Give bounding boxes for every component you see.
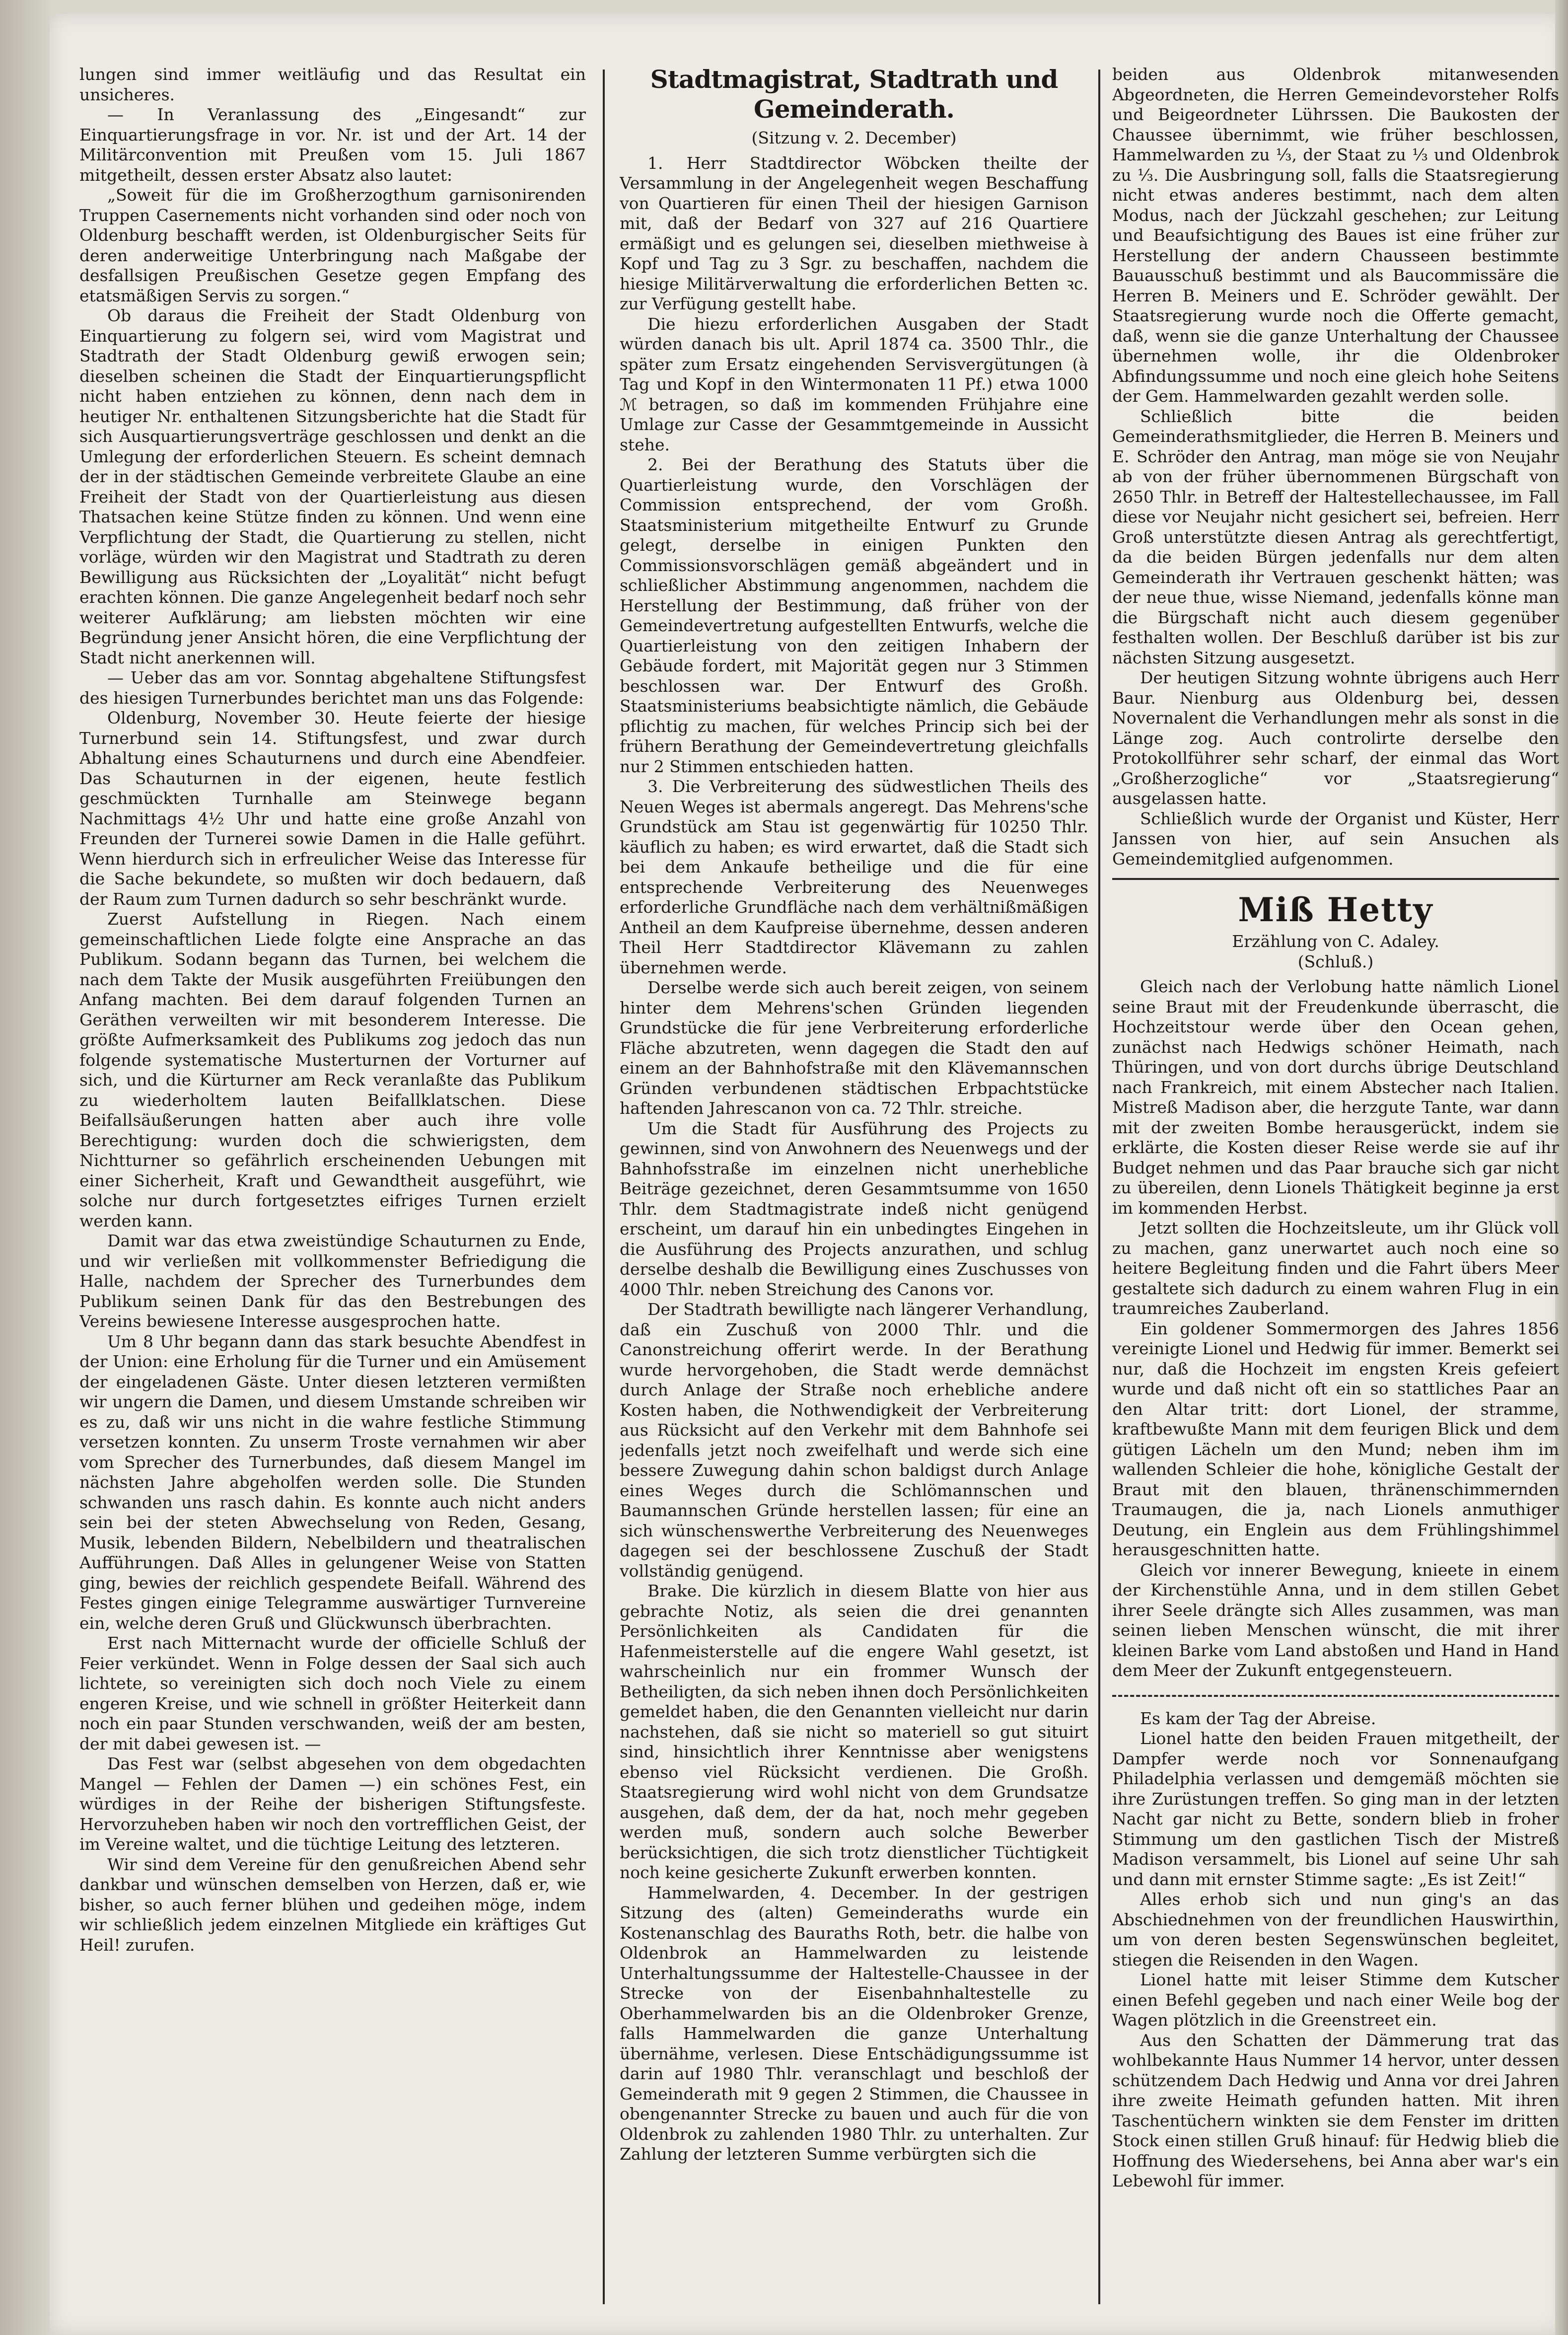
story-paragraph: Lionel hatte den beiden Frauen mitgetheilt, der Dampfer werde noch vor Sonnenaufgang Philadelphia verlassen und demgemäß möchten sie ihre Zurüstungen treffen. So ging man in der letzten Nacht gar nicht zu Bette, sondern blieb in froher Stimmung um den gastlichen Tisch der Mistreß Madison versammelt, bis Lionel auf seine Uhr sah und dann mit ernster Stimme sagte: „Es ist Zeit!“ — [1112, 1729, 1559, 1889]
col1-paragraph: Wir sind dem Vereine für den genußreichen Abend sehr dankbar und wünschen demselben von Herzen, daß er, wie bisher, so auch ferner blühen und gedeihen möge, indem wir schließlich jedem einzelnen Mitgliede ein kräftiges Gut Heil! zurufen. — [79, 1854, 586, 1955]
col2-paragraph-hammelwarden: Hammelwarden, 4. December. In der gestrigen Sitzung des (alten) Gemeinderaths wurde ein Kostenanschlag des Bauraths Roth, betr. die halbe von Oldenbrok an Hammelwarden zu leistende Unterhaltungssumme der Haltestelle-Chaussee in der Strecke von der Eisenbahnhaltestelle zu Oberhammelwarden bis an die Oldenbroker Grenze, falls Hammelwarden die ganze Unterhaltung übernähme, verlesen. Diese Entschädigungssumme ist darin auf 1980 Thlr. veranschlagt und beschloß der Gemeinderath mit 9 gegen 2 Stimmen, die Chaussee in obengenannter Strecke zu bauen und auch für die von Oldenbrok zu zahlenden 1980 Thlr. zu unterhalten. Zur Zahlung der letzteren Summe verbürgten sich die — [620, 1883, 1088, 2164]
col1-paragraph: Damit war das etwa zweistündige Schauturnen zu Ende, und wir verließen mit vollkommenster Befriedigung die Halle, nachdem der Sprecher des Turnerbundes dem Publikum seinen Dank für das den Bestrebungen des Vereins bewiesene Interesse ausgesprochen hatte. — [79, 1231, 586, 1331]
col3-paragraph: Schließlich wurde der Organist und Küster, Herr Janssen von hier, auf sein Ansuchen als Gemeindemitglied aufgenommen. — [1112, 808, 1559, 869]
col3-paragraph: Der heutigen Sitzung wohnte übrigens auch Herr Baur. Nienburg aus Oldenburg bei, dessen Novernalent die Verhandlungen mehr als sonst in die Länge zog. Auch controlirte derselbe den Protokollführer sehr scharf, der einmal das Wort „Großherzogliche“ vor „Staatsregierung“ ausgelassen hatte. — [1112, 668, 1559, 808]
dashed-divider — [1112, 1695, 1559, 1697]
column-middle — [620, 65, 1088, 2309]
story-paragraph: Lionel hatte mit leiser Stimme dem Kutscher einen Befehl gegeben und nach einer Weile bog der Wagen plötzlich in die Greenstreet ein. — [1112, 1970, 1559, 2030]
col1-paragraph: Oldenburg, November 30. Heute feierte der hiesige Turnerbund sein 14. Stiftungsfest, und zwar durch Abhaltung eines Schauturnens und durch eine Abendfeier. Das Schauturnen in der eigenen, heute festlich geschmückten Turnhalle am Steinwege begann Nachmittags 4½ Uhr und hatte eine große Anzahl von Freunden der Turnerei sowie Damen in die Halle geführt. Wenn hierdurch sich in erfreulicher Weise das Interesse für die Sache bekundete, so mußten wir doch bedauern, daß der Raum zum Turnen dadurch so sehr beschränkt wurde. — [79, 708, 586, 909]
story-title: Miß Hetty — [1238, 890, 1433, 929]
col1-paragraph: Ob daraus die Freiheit der Stadt Oldenburg von Einquartierung zu folgern sei, wird vom Magistrat und Stadtrath der Stadt Oldenburg gewiß erwogen sein; dieselben scheinen die Stadt der Einquartierungspflicht nicht haben entziehen zu können, denn nach dem in heutiger Nr. enthaltenen Sitzungsberichte hat die Stadt für sich Ausquartierungsverträge geschlossen und denkt an die Umlegung der erforderlichen Steuern. Es scheint demnach der in der städtischen Gemeinde verbreitete Glaube an eine Freiheit der Stadt von der Quartierleistung aus diesen Thatsachen keine Stütze finden zu können. Und wenn eine Verpflichtung der Stadt, die Quartierung zu stellen, nicht vorläge, würden wir den Magistrat und Stadtrath zu deren Bewilligung aus Rücksichten der „Loyalität“ nicht befugt erachten können. Die ganze Angelegenheit bedarf noch sehr weiterer Aufklärung; am liebsten möchten wir eine Begründung jener Ansicht hören, die eine Verpflichtung der Stadt nicht anerkennen will. — [79, 306, 586, 667]
session-date: (Sitzung v. 2. December) — [751, 128, 957, 147]
col3-paragraph: Schließlich bitte die beiden Gemeinderathsmitglieder, die Herren B. Meiners und E. Schröder den Antrag, man möge sie von Neujahr ab von der früher übernommenen Bürgschaft von 2650 Thlr. in Betreff der Haltestellechaussee, im Fall diese vor Neujahr nicht gesichert sei, befreien. Herr Groß unterstützte diesen Antrag als gerechtfertigt, da die beiden Bürgen jedenfalls nur dem alten Gemeinderath ihr Vertrauen geschenkt hätten; was der neue thue, wisse Niemand, jedenfalls könne man die Bürgschaft nicht auch diesem gegenüber festhalten wollen. Der Beschluß darüber ist bis zur nächsten Sitzung ausgesetzt. — [1112, 406, 1559, 667]
story-paragraph: Gleich nach der Verlobung hatte nämlich Lionel seine Braut mit der Freudenkunde überrascht, die Hochzeitstour werde über den Ocean gehen, zunächst nach Hedwigs schöner Heimath, nach Thüringen, und von dort durchs übrige Deutschland nach Frankreich, mit einem Abstecher nach Italien. Mistreß Madison aber, die herzgute Tante, war dann mit der zweiten Bombe herausgerückt, indem sie erklärte, die Kosten dieser Reise werde sie auf ihr Budget nehmen und das Paar brauche sich gar nicht zu übereilen, denn Lionels Thätigkeit beginne ja erst im kommenden Herbst. — [1112, 977, 1559, 1218]
col1-paragraph: Erst nach Mitternacht wurde der officielle Schluß der Feier verkündet. Wenn in Folge dessen der Saal sich auch lichtete, so vereinigten sich doch noch Viele zu einem engeren Kreise, und wie schnell in größter Heiterkeit dann noch ein paar Stunden verschwanden, weiß der am besten, der mit dabei gewesen ist. — — [79, 1633, 586, 1753]
story-part: (Schluß.) — [1297, 951, 1374, 971]
section-divider — [1112, 878, 1559, 880]
col1-paragraph: — Ueber das am vor. Sonntag abgehaltene Stiftungsfest des hiesigen Turnerbundes berichtet man uns das Folgende: — [79, 668, 586, 708]
story-paragraph: Ein goldener Sommermorgen des Jahres 1856 vereinigte Lionel und Hedwig für immer. Bemerkt sei nur, daß die Hochzeit im engsten Kreis gefeiert wurde und daß nicht oft ein so stattliches Paar an den Altar tritt: dort Lionel, der stramme, kraftbewußte Mann mit dem feurigen Blick und dem gütigen Lächeln um den Mund; neben ihm im wallenden Schleier die hohe, königliche Gestalt der Braut mit den blauen, thränenschimmernden Traumaugen, die ja, nach Lionels anmuthiger Deutung, ein Englein aus dem Frühlingshimmel herausgeschnitten hatte. — [1112, 1318, 1559, 1559]
story-paragraph: Gleich vor innerer Bewegung, knieete in einem der Kirchenstühle Anna, und in dem stillen Gebet ihrer Seele drängte sich Alles zusammen, was man seinen lieben Menschen wünscht, die mit ihrer kleinen Barke vom Land abstoßen und Hand in Hand dem Meer der Zukunft entgegensteuern. — [1112, 1560, 1559, 1680]
col2-paragraph: Die hiezu erforderlichen Ausgaben der Stadt würden danach bis ult. April 1874 ca. 3500 Thlr., die später zum Ersatz eingehenden Servisvergütungen (à Tag und Kopf in den Wintermonaten 11 Pf.) etwa 1000 ℳ betragen, so daß im kommenden Frühjahre eine Umlage zur Casse der Gesammtgemeinde in Aussicht stehe. — [620, 314, 1088, 454]
col2-paragraph: 1. Herr Stadtdirector Wöbcken theilte der Versammlung in der Angelegenheit wegen Beschaffung von Quartieren für einen Theil der hiesigen Garnison mit, daß der Bedarf von 327 auf 216 Quartiere ermäßigt und es gelungen sei, dieselben miethweise à Kopf und Tag zu 3 Sgr. zu beschaffen, nachdem die hiesige Militärverwaltung die erforderlichen Betten ꝛc. zur Verfügung gestellt habe. — [620, 153, 1088, 313]
col3-paragraph: beiden aus Oldenbrok mitanwesenden Abgeordneten, die Herren Gemeindevorsteher Rolfs und Beigeordneter Lührssen. Die Baukosten der Chaussee übernimmt, wie früher beschlossen, Hammelwarden zu ⅓, der Staat zu ⅓ und Oldenbrok zu ⅓. Die Ausbringung soll, falls die Staatsregierung nicht etwas anderes bestimmt, nach dem alten Modus, nach der Jückzahl geschehen; zur Leitung und Beaufsichtigung des Baues ist eine früher zur Herstellung der andern Chausseen bestimmte Bauausschuß bestimmt und als Baucommissäre die Herren B. Meiners und E. Schröder gewählt. Der Staatsregierung wurde noch die Offerte gemacht, daß, wenn sie die ganze Unterhaltung der Chaussee übernehmen wolle, ihr die Oldenbroker Abfindungssumme und noch eine gleich hohe Seitens der Gem. Hammelwarden gezahlt werden solle. — [1112, 65, 1559, 406]
column-left — [79, 65, 586, 2309]
section-heading: Stadtmagistrat, Stadtrath und Gemeinderath. — [650, 65, 1058, 124]
column-rule-2 — [1098, 70, 1100, 2304]
story-paragraph: Jetzt sollten die Hochzeitsleute, um ihr Glück voll zu machen, ganz unerwartet auch noch eine so heitere Begleitung finden und die Fahrt übers Meer gestaltete sich dadurch zu einem wahren Flug in ein traumreiches Zauberland. — [1112, 1218, 1559, 1318]
column-right — [1112, 65, 1559, 2309]
col2-paragraph: Derselbe werde sich auch bereit zeigen, von seinem hinter dem Mehrens'schen Gründen liegenden Grundstücke die für jene Verbreiterung erforderliche Fläche abzutreten, wenn dagegen die Stadt den auf einem an der Bahnhofstraße mit den Klävemannschen Gründen verbundenen städtischen Erbpachtstücke haftenden Jahrescanon von ca. 72 Thlr. streiche. — [620, 978, 1088, 1118]
story-paragraph: Aus den Schatten der Dämmerung trat das wohlbekannte Haus Nummer 14 hervor, unter dessen schützendem Dach Hedwig und Anna vor drei Jahren ihre zweite Heimath gefunden hatten. Mit ihren Taschentüchern winkten sie dem Fenster im dritten Stock einen stillen Gruß hinauf: für Hedwig blieb die Hoffnung des Wiedersehens, bei Anna aber war's ein Lebewohl für immer. — [1112, 2030, 1559, 2190]
story-byline: Erzählung von C. Adaley. — [1232, 932, 1439, 951]
scan-margin-left — [0, 0, 50, 2335]
col2-paragraph: Der Stadtrath bewilligte nach längerer Verhandlung, daß ein Zuschuß von 2000 Thlr. und die Canonstreichung offerirt werde. In der Berathung wurde hervorgehoben, die Stadt werde demnächst durch Anlage der Straße noch erhebliche andere Kosten haben, die Nothwendigkeit der Verbreiterung aus Rücksicht auf den Verkehr mit dem Bahnhofe sei jedenfalls jetzt noch zweifelhaft und werde sich eine bessere Zuwegung dahin schon baldigst durch Anlage eines Weges durch die Schlömannschen und Baumannschen Gründe herstellen lassen; für eine an sich wünschenswerthe Verbreiterung des Neuenweges dagegen sei der beschlossene Zuschuß der Stadt vollständig genügend. — [620, 1300, 1088, 1581]
story-paragraph: Es kam der Tag der Abreise. — [1140, 1708, 1376, 1728]
col1-paragraph: Zuerst Aufstellung in Riegen. Nach einem gemeinschaftlichen Liede folgte eine Ansprache an das Publikum. Sodann begann das Turnen, bei welchem die nach dem Takte der Musik ausgeführten Freiübungen den Anfang machten. Bei dem darauf folgenden Turnen an Geräthen verweilten wir mit besonderem Interesse. Die größte Aufmerksamkeit des Publikums zog jedoch das nun folgende systematische Musterturnen der Vorturner auf sich, und die Kürturner am Reck veranlaßte das Publikum zu wiederholtem lauten Beifallklatschen. Diese Beifallsäußerungen hatten aber auch ihre volle Berechtigung: wurden doch die schwierigsten, dem Nichtturner so gefährlich erscheinenden Uebungen mit einer Sicherheit, Kraft und Gewandtheit ausgeführt, wie solche nur durch fortgesetztes eifriges Turnen erzielt werden kann. — [79, 909, 586, 1231]
col1-paragraph: Um 8 Uhr begann dann das stark besuchte Abendfest in der Union: eine Erholung für die Turner und ein Amüsement der eingeladenen Gäste. Unter diesen letzteren vermißten wir ungern die Damen, und diesem Umstande schreiben wir es zu, daß wir uns nicht in die wahre festliche Stimmung versetzen konnten. Zu unserm Troste vernahmen wir aber vom Sprecher des Turnerbundes, daß diesem Mangel im nächsten Jahre abgeholfen werden solle. Die Stunden schwanden uns rasch dahin. Es konnte auch nicht anders sein bei der steten Abwechselung von Reden, Gesang, Musik, lebenden Bildern, Nebelbildern und theatralischen Aufführungen. Daß Alles in gelungener Weise von Statten ging, bewies der reichlich gespendete Beifall. Während des Festes gingen einige Telegramme auswärtiger Turnvereine ein, welche deren Gruß und Glückwunsch überbrachten. — [79, 1331, 586, 1633]
story-paragraph: Alles erhob sich und nun ging's an das Abschiednehmen von der freundlichen Hauswirthin, um von deren besten Segenswünschen begleitet, stiegen die Reisenden in den Wagen. — [1112, 1890, 1559, 1970]
col2-paragraph: 3. Die Verbreiterung des südwestlichen Theils des Neuen Weges ist abermals angeregt. Das Mehrens'sche Grundstück am Stau ist gegenwärtig für 10250 Thlr. käuflich zu haben; es wird erwartet, daß die Stadt sich bei dem Ankaufe betheilige und die für eine entsprechende Verbreiterung des Neuenweges erforderliche Grundfläche nach dem verhältnißmäßigen Antheil an dem Kaufpreise übernehme, dessen anderen Theil Herr Stadtdirector Klävemann zu zahlen übernehmen werde. — [620, 777, 1088, 977]
col2-paragraph-brake: Brake. Die kürzlich in diesem Blatte von hier aus gebrachte Notiz, als seien die drei genannten Persönlichkeiten als Candidaten für die Hafenmeisterstelle auf die engere Wahl gesetzt, ist wahrscheinlich nur ein frommer Wunsch der Betheiligten, da sich neben ihnen doch Persönlichkeiten gemeldet haben, die den Genannten vielleicht nur darin nachstehen, daß sie nicht so materiell so gut situirt sind, hinsichtlich ihrer Kenntnisse aber wenigstens ebenso viel Rücksicht verdienen. Die Großh. Staatsregierung wird wohl nicht von dem Grundsatze ausgehen, daß dem, der da hat, noch mehr gegeben werden muß, sondern auch solche Bewerber berücksichtigen, die sich trotz dienstlicher Tüchtigkeit noch keine gesicherte Zukunft erwerben konnten. — [620, 1581, 1088, 1882]
col2-paragraph: Um die Stadt für Ausführung des Projects zu gewinnen, sind von Anwohnern des Neuenwegs und der Bahnhofsstraße im einzelnen nicht unerhebliche Beiträge gezeichnet, deren Gesammtsumme von 1650 Thlr. dem Stadtmagistrate indeß nicht genügend erscheint, um darauf hin ein unbedingtes Eingehen in die Ausführung des Projects anzurathen, und schlug derselbe deshalb die Bewilligung eines Zuschusses von 4000 Thlr. neben Streichung des Canons vor. — [620, 1118, 1088, 1299]
column-rule-1 — [603, 70, 605, 2304]
col2-paragraph: 2. Bei der Berathung des Statuts über die Quartierleistung wurde, den Vorschlägen der Commission entsprechend, der vom Großh. Staatsministerium mitgetheilte Entwurf zu Grunde gelegt, derselbe in einigen Punkten den Commissionsvorschlägen gemäß abgeändert und in schließlicher Abstimmung angenommen, nachdem die Herstellung der Bestimmung, daß früher von der Gemeindevertretung aufgestellten Entwurfs, welche die Quartierleistung von den zeitigen Inhabern der Gebäude fordert, mit Majorität gegen nur 3 Stimmen beschlossen war. Der Entwurf des Großh. Staatsministeriums beabsichtigte nämlich, die Gebäude pflichtig zu machen, für welches Princip sich bei der frühern Berathung der Gemeindevertretung gleichfalls nur 2 Stimmen entschieden hatten. — [620, 455, 1088, 776]
col1-paragraph: Das Fest war (selbst abgesehen von dem obgedachten Mangel — Fehlen der Damen —) ein schönes Fest, ein würdiges in der Reihe der bisherigen Stiftungsfeste. Hervorzuheben haben wir noch den vortrefflichen Geist, der im Vereine waltet, und die tüchtige Leitung des letzteren. — [79, 1754, 586, 1854]
col1-paragraph: lungen sind immer weitläufig und das Resultat ein unsicheres. — [79, 65, 586, 104]
col1-paragraph: — In Veranlassung des „Eingesandt“ zur Einquartierungsfrage in vor. Nr. ist und der Art. 14 der Militärconvention mit Preußen vom 15. Juli 1867 mitgetheilt, dessen erster Absatz also lautet: — [79, 105, 586, 185]
col1-quote: „Soweit für die im Großherzogthum garnisonirenden Truppen Casernements nicht vorhanden sind oder noch von Oldenburg beschafft werden, ist Oldenburgischer Seits für deren anderweitige Unterbringung nach Maßgabe der desfallsigen Preußischen Gesetze gegen Empfang des etatsmäßigen Servis zu sorgen.“ — [79, 185, 586, 305]
